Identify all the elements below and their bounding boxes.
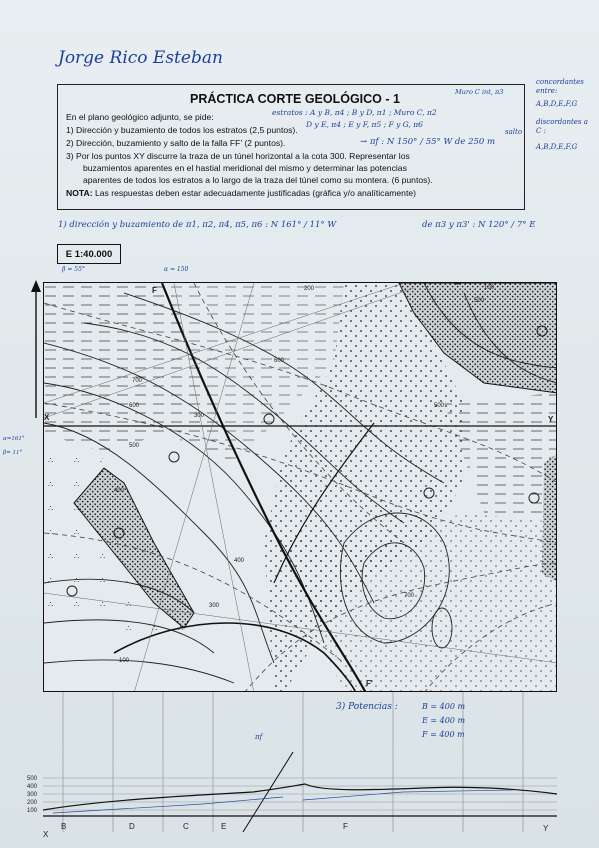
fault-label-f: F bbox=[152, 286, 157, 295]
answer-1-left: 1) dirección y buzamiento de π1, π2, π4, π5, π6 : N 161° / 11° W bbox=[58, 220, 337, 230]
map-point-y: Y bbox=[548, 415, 554, 424]
question-3c: aparentes de todos los estratos a lo largo de la traza del túnel como su montera. (6 puntos). bbox=[83, 175, 433, 185]
potencia-e: E = 400 m bbox=[422, 716, 466, 725]
geologic-map bbox=[43, 282, 557, 692]
concordantes-list: A,B,D,E,F,G bbox=[536, 100, 578, 108]
elev-500: 500 bbox=[27, 776, 38, 782]
section-x: X bbox=[43, 830, 49, 839]
fault-label-f2: F' bbox=[366, 679, 373, 688]
section-b: B bbox=[61, 822, 67, 831]
pi-f-label: πf bbox=[255, 733, 263, 741]
contour-400-b: 400 bbox=[234, 558, 245, 564]
section-drawing bbox=[43, 692, 557, 842]
map-point-x: X bbox=[44, 413, 50, 422]
alpha-angle: α = 150 bbox=[164, 266, 189, 273]
contour-700: 700 bbox=[132, 378, 143, 384]
north-arrow-icon bbox=[30, 280, 42, 420]
section-e: E bbox=[221, 822, 227, 831]
contour-400: 400 bbox=[114, 488, 125, 494]
author-name: Jorge Rico Esteban bbox=[58, 48, 223, 68]
cross-section bbox=[27, 692, 557, 842]
elev-100: 100 bbox=[27, 808, 38, 814]
question-1: 1) Dirección y buzamiento de todos los estratos (2,5 puntos). bbox=[66, 125, 298, 135]
elev-200: 200 bbox=[27, 800, 38, 806]
intro-text: En el plano geológico adjunto, se pide: bbox=[66, 112, 214, 122]
contour-500: 500 bbox=[129, 443, 140, 449]
question-3a: 3) Por los puntos XY discurre la traza de un túnel horizontal a la cota 300. Representar los bbox=[66, 151, 410, 161]
contour-100-b: 100 bbox=[484, 285, 495, 291]
contour-100: 100 bbox=[119, 658, 130, 664]
page-title: PRÁCTICA CORTE GEOLÓGICO - 1 bbox=[190, 92, 400, 106]
section-c: C bbox=[183, 822, 189, 831]
potencia-b: B = 400 m bbox=[422, 702, 466, 711]
contour-300: 300 bbox=[194, 413, 205, 419]
alpha-left: α=161° bbox=[3, 436, 25, 442]
potencias-title: 3) Potencias : bbox=[336, 702, 398, 712]
muro-c-note: Muro C int, π3 bbox=[455, 88, 504, 96]
note-line bbox=[66, 188, 416, 198]
elev-300: 300 bbox=[27, 792, 38, 798]
potencia-f: F = 400 m bbox=[422, 730, 465, 739]
contour-600-b: 600 bbox=[274, 358, 285, 364]
map-scale: E 1:40.000 bbox=[57, 244, 121, 264]
estratos-line-1: estratos : A y B, π4 ; B y D, π1 ; Muro C, π2 bbox=[272, 108, 437, 117]
contour-500-c: 500 bbox=[434, 403, 445, 409]
contour-200: 200 bbox=[304, 286, 315, 292]
answer-1-right: de π3 y π3' : N 120° / 7° E bbox=[422, 220, 536, 230]
beta-left: β= 11° bbox=[3, 450, 23, 456]
section-d: D bbox=[129, 822, 135, 831]
question-2: 2) Dirección, buzamiento y salto de la falla FF’ (2 puntos). bbox=[66, 138, 286, 148]
contour-600: 600 bbox=[129, 403, 140, 409]
falla-answer: → πf : N 150° / 55° W de 250 m bbox=[360, 137, 496, 147]
section-y: Y bbox=[543, 824, 549, 833]
section-f: F bbox=[343, 822, 348, 831]
salto-label: salto bbox=[505, 128, 523, 136]
note-text: Las respuestas deben estar adecuadamente justificadas (gráfica y/o analíticamente) bbox=[92, 188, 416, 198]
question-3b: buzamientos aparentes en el hastial meridional del mismo y determinar las potencias bbox=[83, 163, 407, 173]
contour-300-b: 300 bbox=[209, 603, 220, 609]
discordantes-list: A,B,D,E,F,G bbox=[536, 143, 578, 151]
discordantes-title: discordantes a C : bbox=[536, 118, 588, 135]
concordantes-title: concordantes entre: bbox=[536, 78, 584, 95]
estratos-line-2: D y E, π4 ; E y F, π5 ; F y G, π6 bbox=[306, 120, 423, 129]
elev-400: 400 bbox=[27, 784, 38, 790]
beta-angle: β = 55° bbox=[62, 266, 85, 273]
contour-500-b: 500 bbox=[474, 298, 485, 304]
contour-700-b: 700 bbox=[404, 593, 415, 599]
note-label: NOTA: bbox=[66, 188, 93, 198]
